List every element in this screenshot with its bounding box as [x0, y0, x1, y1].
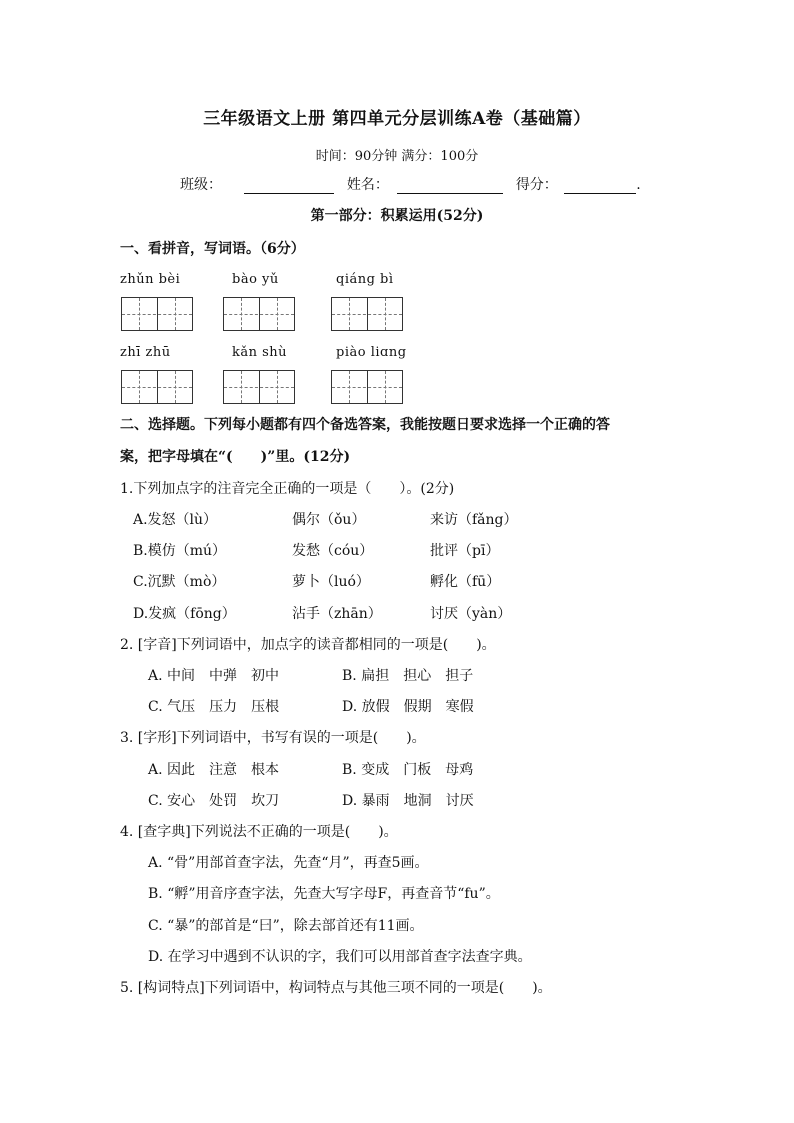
- q2-heading-line2: 案，把字母填在“( )”里。(12分): [120, 449, 351, 465]
- q1-heading: 一、看拼音，写词语。（6分）: [120, 241, 305, 257]
- q2-1-option-d2: 沾手（zhān）: [292, 606, 382, 622]
- pinyin-4: zhī zhū: [120, 345, 171, 360]
- q2-4-option-a: A. “骨”用部首查字法，先查“月”，再查5画。: [148, 855, 429, 871]
- writing-grid-2[interactable]: [223, 297, 295, 331]
- q2-1-option-b1: B.模仿（mú）: [133, 543, 227, 559]
- q2-1-option-a1: A.发怒（lù）: [133, 512, 218, 528]
- end-mark: .: [636, 177, 641, 193]
- page-title: 三年级语文上册 第四单元分层训练A卷（基础篇）: [203, 109, 591, 129]
- q2-4-option-d: D. 在学习中遇到不认识的字，我们可以用部首查字法查字典。: [148, 949, 532, 965]
- q2-3-option-b: B. 变成 门板 母鸡: [342, 762, 474, 778]
- part1-title: 第一部分：积累运用(52分): [310, 208, 484, 224]
- class-blank[interactable]: [244, 179, 334, 194]
- q2-1-option-d1: D.发疯（fōng）: [133, 606, 236, 622]
- q2-heading-line1: 二、选择题。下列每小题都有四个备选答案，我能按题日要求选择一个正确的答: [120, 417, 610, 433]
- score-blank[interactable]: [564, 179, 636, 194]
- q2-1-option-c3: 孵化（fū）: [430, 574, 501, 590]
- q2-3-option-d: D. 暴雨 地洞 讨厌: [342, 793, 474, 809]
- q2-4-option-c: C. “暴”的部首是“曰”，除去部首还有11画。: [148, 918, 424, 934]
- q2-1-option-c2: 萝卜（luó）: [292, 574, 370, 590]
- q2-1-option-b2: 发愁（cóu）: [292, 543, 374, 559]
- name-label: 姓名：: [346, 177, 389, 193]
- q2-3-stem: 3. [字形]下列词语中，书写有误的一项是( )。: [120, 730, 426, 746]
- q2-1-option-b3: 批评（pī）: [430, 543, 500, 559]
- q2-1-option-c1: C.沉默（mò）: [133, 574, 226, 590]
- q2-4-option-b: B. “孵”用音序查字法，先查大写字母F，再查音节“fu”。: [148, 886, 500, 902]
- q2-1-option-a2: 偶尔（ǒu）: [292, 512, 366, 528]
- q2-2-option-c: C. 气压 压力 压根: [148, 699, 280, 715]
- q2-2-option-a: A. 中间 中弹 初中: [148, 668, 280, 684]
- name-blank[interactable]: [397, 179, 503, 194]
- pinyin-3: qiáng bì: [336, 272, 394, 287]
- q2-3-option-a: A. 因此 注意 根本: [148, 762, 280, 778]
- pinyin-2: bào yǔ: [232, 272, 279, 287]
- q2-1-stem: 1.下列加点字的注音完全正确的一项是（ ）。(2分): [120, 481, 455, 497]
- pinyin-5: kǎn shù: [232, 345, 288, 360]
- writing-grid-3[interactable]: [331, 297, 403, 331]
- q2-2-option-b: B. 扁担 担心 担子: [342, 668, 474, 684]
- q2-2-option-d: D. 放假 假期 寒假: [342, 699, 474, 715]
- exam-time-score: 时间：90分钟 满分：100分: [315, 149, 479, 164]
- pinyin-6: piào liɑng: [336, 345, 407, 360]
- student-info-row: [180, 174, 641, 194]
- q2-4-stem: 4. [查字典]下列说法不正确的一项是( )。: [120, 824, 398, 840]
- writing-grid-1[interactable]: [121, 297, 193, 331]
- class-label: 班级：: [180, 177, 222, 193]
- q2-1-option-a3: 来访（fǎng）: [430, 512, 518, 528]
- q2-2-stem: 2. [字音]下列词语中，加点字的读音都相同的一项是( )。: [120, 637, 496, 653]
- pinyin-1: zhǔn bèi: [120, 272, 181, 287]
- score-label: 得分：: [515, 177, 558, 193]
- writing-grid-6[interactable]: [331, 370, 403, 404]
- writing-grid-5[interactable]: [223, 370, 295, 404]
- q2-1-option-d3: 讨厌（yàn）: [430, 606, 512, 622]
- q2-3-option-c: C. 安心 处罚 坎刀: [148, 793, 280, 809]
- q2-5-stem: 5. [构词特点]下列词语中，构词特点与其他三项不同的一项是( )。: [120, 980, 552, 996]
- writing-grid-4[interactable]: [121, 370, 193, 404]
